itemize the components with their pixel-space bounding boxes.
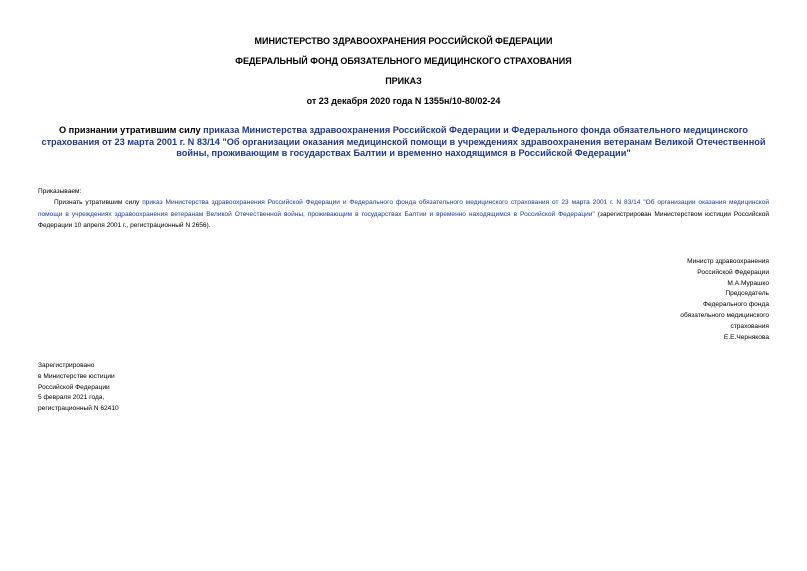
- paragraph-suffix: (зарегистрирован Министерством юстиции Российской Федерации 10 апреля 2001 г., регистрационный N 2656).: [38, 210, 770, 230]
- signature-line: Российской Федерации: [697, 268, 769, 276]
- registration-block: [38, 361, 119, 415]
- signature-line: Федерального фонда: [703, 301, 769, 309]
- registration-line: 5 февраля 2021 года,: [38, 394, 105, 402]
- body-paragraph: [38, 197, 769, 231]
- document-type: ПРИКАЗ: [385, 76, 422, 86]
- title-order-link[interactable]: приказа Министерства здравоохранения Российской Федерации и Федерального фонда обязательного медицинского страхования от 23 марта 2001 г. N 83/14 "Об организации оказания медицинской помощи в учреждениях здравоохранения ветеранам Великой Отечественной войны, проживающим в государствах Балтии и временно находящимся в Российской Федерации": [41, 125, 766, 159]
- registration-line: Зарегистрировано: [38, 362, 95, 369]
- signature-line: страхования: [730, 322, 769, 330]
- document-body: [38, 186, 769, 232]
- registration-line: Российской Федерации: [38, 383, 110, 391]
- registration-line: регистрационный N 62410: [38, 405, 119, 413]
- ministry-heading: МИНИСТЕРСТВО ЗДРАВООХРАНЕНИЯ РОССИЙСКОЙ ФЕДЕРАЦИИ: [254, 36, 553, 46]
- fund-heading: ФЕДЕРАЛЬНЫЙ ФОНД ОБЯЗАТЕЛЬНОГО МЕДИЦИНСКОГО СТРАХОВАНИЯ: [235, 56, 572, 66]
- paragraph-prefix: Признать утратившим силу: [54, 199, 143, 207]
- signature-line: Министр здравоохранения: [687, 258, 769, 265]
- document-date-number: от 23 декабря 2020 года N 1355н/10-80/02-24: [306, 96, 501, 106]
- signature-line: Председатель: [725, 290, 769, 298]
- order-word: Приказываем:: [38, 188, 82, 195]
- signature-line: Е.Е.Чернякова: [723, 333, 769, 341]
- registration-line: в Министерстве юстиции: [38, 372, 115, 380]
- signature-block: [680, 257, 769, 343]
- title-prefix: О признании утратившим силу: [58, 125, 204, 135]
- signature-line: обязательного медицинского: [680, 311, 769, 319]
- document-title: [30, 125, 777, 160]
- paragraph-order-link[interactable]: приказ Министерства здравоохранения Российской Федерации и Федерального фонда обязательного медицинского страхования от 23 марта 2001 г. N 83/14 "Об организации оказания медицинской помощи в учреждениях здравоохранения ветеранам Великой Отечественной войны, проживающим в государствах Балтии и временно находящимся в Российской Федерации": [38, 199, 769, 218]
- signature-line: М.А.Мурашко: [727, 279, 769, 287]
